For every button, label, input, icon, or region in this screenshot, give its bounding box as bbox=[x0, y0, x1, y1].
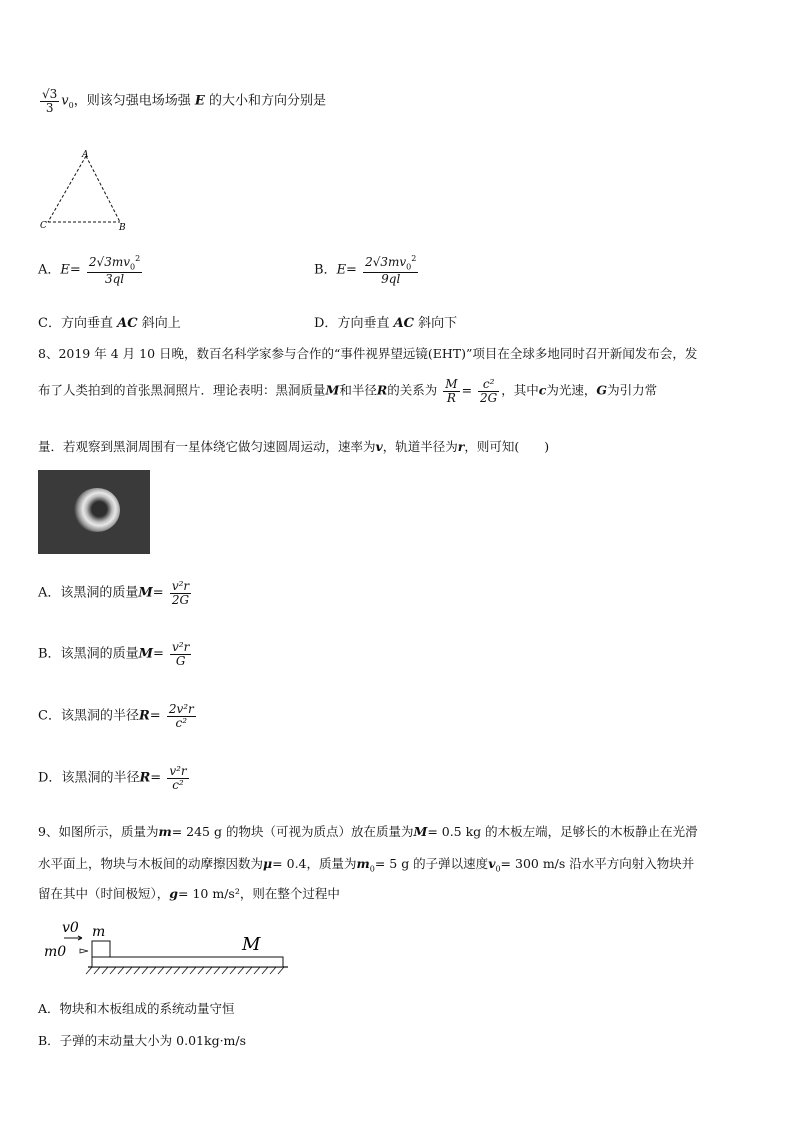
variable-symbol: R bbox=[139, 770, 151, 786]
equals-sign: = bbox=[149, 708, 161, 724]
stem-text: = 10 m/s²，则在整个过程中 bbox=[178, 886, 340, 901]
option-expression-prefix: E= bbox=[336, 262, 357, 278]
option-label: D． bbox=[314, 316, 338, 331]
option-text: 该黑洞的半径 bbox=[61, 770, 140, 786]
q8-option-C[interactable] bbox=[38, 703, 198, 729]
ground-hatching bbox=[86, 967, 284, 974]
sqrt3-over-3-fraction bbox=[40, 88, 59, 114]
stem-text: 9、如图所示，质量为 bbox=[38, 824, 159, 839]
r-symbol: r bbox=[457, 439, 465, 454]
option-label: D． bbox=[38, 770, 62, 786]
q9-option-A[interactable]: A．物块和木板组成的系统动量守恒 bbox=[38, 1001, 235, 1016]
black-hole-photo bbox=[38, 470, 150, 554]
fig-m0-label: m0 bbox=[44, 944, 67, 960]
q8-stem-line-3 bbox=[38, 437, 549, 455]
c-symbol: c bbox=[538, 382, 547, 398]
option-fraction bbox=[170, 641, 191, 667]
fraction-denominator: 2G bbox=[480, 390, 498, 405]
E-symbol: E bbox=[194, 93, 205, 109]
stem-text: = 5 g 的子弹以速度 bbox=[374, 856, 489, 871]
option-fraction bbox=[170, 580, 191, 606]
option-text-2: 斜向上 bbox=[141, 316, 181, 331]
q7-option-B[interactable] bbox=[314, 255, 420, 285]
option-text: 该黑洞的半径 bbox=[60, 708, 139, 724]
option-text: 该黑洞的质量 bbox=[60, 646, 139, 662]
option-text: 该黑洞的质量 bbox=[60, 585, 139, 601]
stem-text: ，则可知( ) bbox=[464, 439, 550, 454]
q8-option-D[interactable] bbox=[38, 765, 191, 791]
v-symbol: v bbox=[375, 439, 383, 454]
fraction-numerator: 2√3mv bbox=[365, 255, 407, 269]
fraction-denominator: 3 bbox=[45, 100, 54, 115]
vertex-B-label: B bbox=[119, 223, 126, 233]
q7-option-D[interactable] bbox=[314, 312, 457, 331]
option-fraction bbox=[167, 765, 188, 791]
q9-stem-line-1 bbox=[38, 822, 698, 840]
option-fraction bbox=[363, 255, 418, 285]
q7-stem-tail bbox=[38, 88, 326, 114]
stem-text: ，其中 bbox=[501, 382, 539, 398]
c2-over-2G-fraction bbox=[478, 378, 499, 404]
fig-v0-label: v0 bbox=[62, 920, 79, 936]
stem-text: = 0.4，质量为 bbox=[272, 856, 357, 871]
superscript: 2 bbox=[135, 254, 141, 263]
superscript: 2 bbox=[411, 254, 417, 263]
fraction-numerator: 2v²r bbox=[168, 702, 194, 716]
fraction-denominator: c² bbox=[175, 715, 188, 730]
equals-sign: = bbox=[461, 382, 473, 398]
q8-option-A[interactable] bbox=[38, 580, 193, 606]
subscript: 0 bbox=[369, 864, 375, 874]
fraction-denominator: G bbox=[175, 653, 186, 668]
stem-text: 为引力常 bbox=[607, 382, 658, 398]
stem-text: 布了人类拍到的首张黑洞照片．理论表明：黑洞质量 bbox=[38, 382, 326, 398]
fraction-denominator: 3ql bbox=[104, 271, 125, 286]
stem-text: ，则该匀强电场场强 bbox=[73, 93, 191, 109]
bullet-icon bbox=[80, 949, 88, 953]
fraction-numerator: c² bbox=[478, 378, 499, 392]
option-label: B． bbox=[314, 262, 337, 278]
v0-subscript: 0 bbox=[68, 101, 74, 111]
black-hole-ring bbox=[74, 488, 120, 532]
variable-symbol: M bbox=[138, 646, 153, 662]
vertex-A-label: A bbox=[82, 150, 89, 160]
subscript: 0 bbox=[495, 864, 501, 874]
stem-text: 和半径 bbox=[339, 382, 377, 398]
AC-symbol: AC bbox=[117, 316, 138, 331]
equals-sign: = bbox=[152, 585, 164, 601]
variable-symbol: R bbox=[138, 708, 150, 724]
vertex-C-label: C bbox=[40, 221, 47, 231]
M-over-R-fraction bbox=[443, 378, 459, 404]
equals-sign: = bbox=[150, 770, 162, 786]
fraction-denominator: 9ql bbox=[381, 271, 401, 286]
fraction-numerator: v²r bbox=[169, 764, 187, 778]
option-fraction bbox=[87, 255, 142, 285]
board-M bbox=[92, 957, 283, 967]
fraction-numerator: √3 bbox=[42, 87, 58, 101]
stem-text: ，轨道半径为 bbox=[382, 439, 458, 454]
stem-text: 的关系为 bbox=[387, 382, 438, 398]
option-label: A． bbox=[38, 262, 61, 278]
q9-stem-line-2 bbox=[38, 854, 694, 874]
option-label: C． bbox=[38, 708, 61, 724]
option-fraction bbox=[167, 703, 196, 729]
mu-symbol: μ bbox=[263, 856, 273, 871]
fraction-denominator: R bbox=[446, 390, 456, 405]
R-symbol: R bbox=[376, 382, 388, 398]
option-label: C． bbox=[38, 316, 61, 331]
fig-M-label: M bbox=[242, 934, 261, 955]
option-label: A． bbox=[38, 585, 61, 601]
M-symbol: M bbox=[325, 382, 340, 398]
q8-stem-line-2 bbox=[38, 378, 657, 404]
q7-option-A[interactable] bbox=[38, 255, 144, 285]
option-text: 方向垂直 bbox=[337, 316, 390, 331]
block-board-figure bbox=[40, 912, 300, 982]
stem-text: 水平面上，物块与木板间的动摩擦因数为 bbox=[38, 856, 264, 871]
stem-text-2: 的大小和方向分别是 bbox=[208, 93, 326, 109]
stem-text: = 0.5 kg 的木板左端，足够长的木板静止在光滑 bbox=[427, 824, 698, 839]
equals-sign: = bbox=[152, 646, 164, 662]
option-text-2: 斜向下 bbox=[418, 316, 458, 331]
variable-symbol: M bbox=[138, 585, 153, 601]
q7-option-C[interactable] bbox=[38, 312, 181, 331]
v0-symbol: v bbox=[61, 93, 69, 109]
fraction-numerator: v²r bbox=[172, 640, 190, 654]
fig-m-label: m bbox=[92, 924, 106, 940]
option-text: 方向垂直 bbox=[60, 316, 113, 331]
option-expression-prefix: E= bbox=[60, 262, 81, 278]
G-symbol: G bbox=[596, 382, 608, 398]
fraction-numerator: v²r bbox=[171, 579, 190, 593]
m-symbol: m bbox=[158, 824, 172, 839]
option-label: B． bbox=[38, 646, 61, 662]
m0-symbol: m bbox=[356, 856, 370, 871]
subscript: 0 bbox=[130, 262, 136, 272]
triangle-figure bbox=[36, 148, 136, 234]
stem-text: = 300 m/s 沿水平方向射入物块并 bbox=[500, 856, 695, 871]
fraction-denominator: 2G bbox=[171, 592, 190, 607]
fraction-denominator: c² bbox=[172, 777, 184, 792]
fraction-numerator: M bbox=[445, 377, 458, 391]
q9-stem-line-3 bbox=[38, 884, 340, 902]
stem-text: 量．若观察到黑洞周围有一星体绕它做匀速圆周运动，速率为 bbox=[38, 439, 376, 454]
M-symbol: M bbox=[413, 824, 428, 839]
block-m bbox=[92, 941, 110, 957]
q8-stem-line-1: 8、2019 年 4 月 10 日晚，数百名科学家参与合作的“事件视界望远镜(EHT)”项目在全球多地同时召开新闻发布会，发 bbox=[38, 346, 698, 361]
g-symbol: g bbox=[169, 886, 179, 901]
stem-text: 留在其中（时间极短）， bbox=[38, 886, 170, 901]
stem-text: 为光速， bbox=[546, 382, 597, 398]
q8-option-B[interactable] bbox=[38, 641, 193, 667]
fraction-numerator: 2√3mv bbox=[88, 255, 130, 269]
stem-text: = 245 g 的物块（可视为质点）放在质量为 bbox=[171, 824, 414, 839]
q9-option-B[interactable]: B．子弹的末动量大小为 0.01kg·m/s bbox=[38, 1033, 247, 1048]
v0-symbol: v bbox=[488, 856, 496, 871]
subscript: 0 bbox=[406, 262, 412, 272]
AC-symbol: AC bbox=[393, 316, 415, 331]
